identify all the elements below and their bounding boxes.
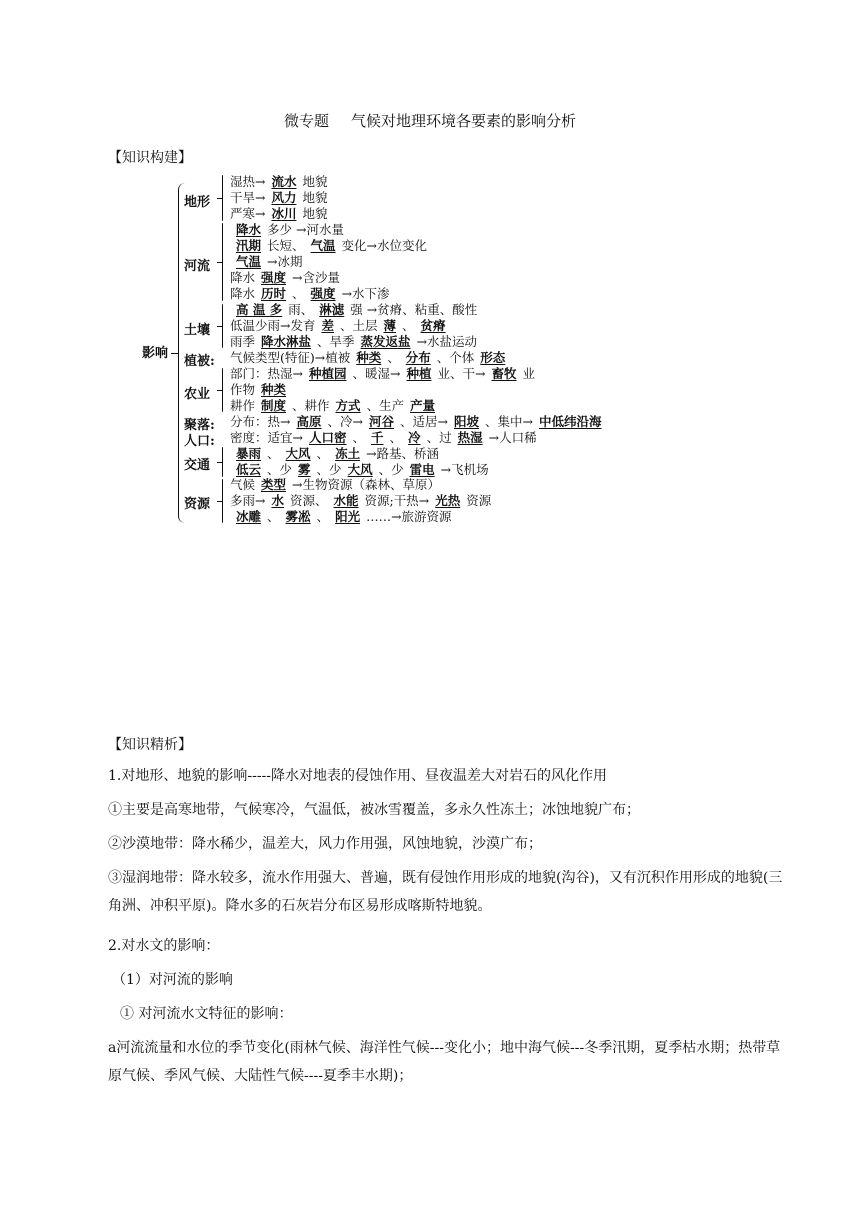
para-flow-variation: a河流流量和水位的季节变化(雨林气候、海洋性气候---变化小；地中海气候---冬季汛期，夏季枯水期；热带草原气候、季风气候、大陆性气候----夏季丰水期)；	[108, 1040, 781, 1084]
section-heading-construct: 【知识构建】	[108, 150, 192, 166]
para-landform-title: 1.对地形、地貌的影响-----降水对地表的侵蚀作用、昼夜温差大对岩石的风化作用	[108, 768, 608, 784]
para-desert: ②沙漠地带：降水稀少，温差大，风力作用强，风蚀地貌，沙漠广布；	[108, 836, 542, 852]
population-line: 密度：适宜→ 人口密 、 千 、 冷 、过 热湿 →人口稀	[230, 430, 537, 445]
title-main: 气候对地理环境各要素的影响分析	[351, 112, 577, 130]
title-prefix: 微专题	[283, 112, 329, 130]
para-hydrology-title: 2.对水文的影响：	[108, 938, 220, 954]
resources-line-2: 多雨→ 水 资源、 水能 资源;干热→ 光热 资源	[230, 493, 492, 508]
river-line-2: 汛期 长短、 气温 变化→水位变化	[236, 238, 428, 253]
landform-line-3: 严寒→ 冰川 地貌	[230, 206, 328, 221]
para-alpine: ①主要是高寒地带，气候寒冷，气温低，被冰雪覆盖，多永久性冻土；冰蚀地貌广布；	[108, 802, 640, 818]
brace-soil	[222, 304, 223, 348]
para-river-features: ① 对河流水文特征的影响：	[120, 1006, 293, 1022]
cat-soil: 土壤	[184, 323, 211, 338]
para-river-title: （1）对河流的影响	[112, 972, 233, 988]
brace-agriculture	[222, 368, 223, 412]
landform-line-1: 湿热→ 流水 地貌	[230, 174, 328, 189]
vegetation-line: 气候类型(特征)→植被 种类 、 分布 、个体 形态	[230, 350, 506, 365]
settlement-line: 分布：热→ 高原 、冷→ 河谷 、适居→ 阳坡 、集中→ 中低纬沿海	[230, 414, 602, 429]
agri-line-2: 作物 种类	[230, 382, 287, 397]
cat-settlement: 聚落:	[184, 418, 215, 433]
brace-river	[222, 223, 223, 301]
river-line-3: 气温 →冰期	[236, 254, 303, 269]
knowledge-diagram	[138, 171, 698, 531]
brace-transport	[222, 447, 223, 477]
cat-resources: 资源	[184, 497, 211, 512]
cat-river: 河流	[184, 259, 211, 274]
brace-landform	[222, 175, 223, 221]
cat-vegetation: 植被:	[184, 354, 215, 369]
cat-population: 人口:	[184, 434, 215, 449]
agri-line-3: 耕作 制度 、耕作 方式 、生产 产量	[230, 398, 436, 413]
brace-resources	[222, 479, 223, 523]
para-humid: ③湿润地带：降水较多，流水作用强大、普遍，既有侵蚀作用形成的地貌(沟谷)，又有沉积作用形成的地貌(三角洲、冲积平原)。降水多的石灰岩分布区易形成喀斯特地貌。	[108, 870, 783, 914]
transport-line-1: 暴雨 、 大风 、 冻土 →路基、桥涵	[236, 446, 440, 461]
soil-line-2: 低温少雨→发育 差 、土层 薄 、 贫瘠	[230, 318, 446, 333]
transport-line-2: 低云 、少 雾 、少 大风 、少 雷电 →飞机场	[236, 462, 489, 477]
cat-agriculture: 农业	[184, 387, 211, 402]
river-line-4: 降水 强度 →含沙量	[230, 270, 341, 285]
river-line-5: 降水 历时 、 强度 →水下渗	[230, 286, 390, 301]
cat-landform: 地形	[184, 195, 211, 210]
section-heading-analysis: 【知识精析】	[108, 737, 192, 753]
soil-line-3: 雨季 降水淋盐 、旱季 蒸发返盐 →水盐运动	[230, 334, 478, 349]
root-node: 影响	[142, 346, 169, 361]
landform-line-2: 干旱→ 风力 地貌	[230, 190, 328, 205]
resources-line-3: 冰雕 、 雾凇 、 阳光 ……→旅游资源	[236, 509, 452, 524]
resources-line-1: 气候 类型 →生物资源（森林、草原）	[230, 477, 441, 492]
page-title	[0, 110, 860, 131]
soil-line-1: 高 温 多 雨、 淋滤 强 →贫瘠、粘重、酸性	[236, 302, 478, 317]
river-line-1: 降水 多少 →河水量	[236, 222, 344, 237]
agri-line-1: 部门：热湿→ 种植园 、暖湿→ 种植 业、干→ 畜牧 业	[230, 366, 536, 381]
cat-transport: 交通	[184, 458, 211, 473]
